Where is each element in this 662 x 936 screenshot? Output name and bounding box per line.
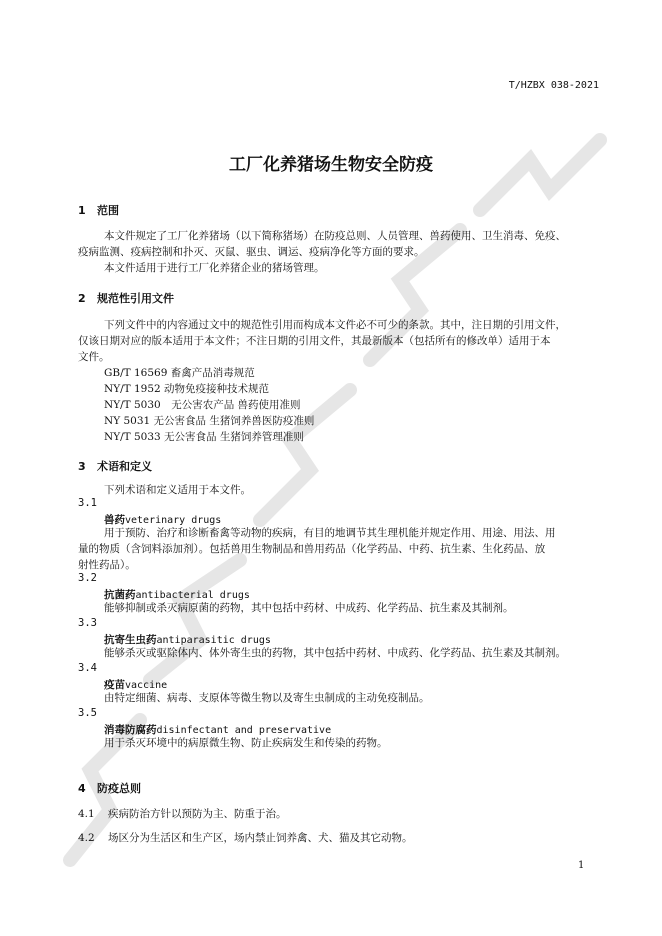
paragraph-line: 下列文件中的内容通过文中的规范性引用而构成本文件必不可少的条款。其中，注日期的引用文件， [104, 319, 566, 331]
term-definition-line: 由特定细菌、病毒、支原体等微生物以及寄生虫制成的主动免疫制品。 [104, 692, 430, 704]
section-number: 1 [78, 204, 86, 217]
term-en: antiparasitic drugs [156, 635, 271, 646]
reference-item: NY/T 1952 动物免疫接种技术规范 [104, 383, 270, 395]
clause-number: 4.1 [78, 808, 95, 820]
term-zh: 消毒防腐药 [104, 724, 157, 736]
term-definition-line: 能够杀灭或驱除体内、体外寄生虫的药物，其中包括中药材、中成药、化学药品、抗生素及其制剂。 [104, 647, 566, 659]
term-zh: 抗菌药 [104, 589, 136, 601]
section-number: 4 [78, 782, 86, 795]
term-definition-line: 射性药品）。 [78, 559, 136, 571]
paragraph-line: 本文件适用于进行工厂化养猪企业的猪场管理。 [104, 262, 325, 274]
section-3-heading [78, 458, 152, 474]
term-number: 3.5 [78, 707, 97, 719]
term-en: veterinary drugs [125, 515, 222, 526]
paragraph-line: 本文件规定了工厂化养猪场（以下简称猪场）在防疫总则、人员管理、兽药使用、卫生消毒、免疫、 [104, 230, 566, 242]
term-definition-line: 用于预防、治疗和诊断畜禽等动物的疾病，有目的地调节其生理机能并规定作用、用途、用法、用 [104, 527, 556, 539]
paragraph-line: 仅该日期对应的版本适用于本文件；不注日期的引用文件，其最新版本（包括所有的修改单）适用于本 [78, 335, 551, 347]
reference-item: GB/T 16569 畜禽产品消毒规范 [104, 367, 255, 379]
term-definition-line: 用于杀灭环境中的病原微生物、防止疾病发生和传染的药物。 [104, 737, 388, 749]
section-number: 2 [78, 292, 86, 305]
term-zh: 兽药 [104, 514, 125, 526]
term-number: 3.4 [78, 662, 97, 674]
section-number: 3 [78, 460, 86, 473]
term-definition-line: 量的物质（含饲料添加剂）。包括兽用生物制品和兽用药品（化学药品、中药、抗生素、生化药品、放 [78, 543, 546, 555]
reference-item: NY 5031 无公害食品 生猪饲养兽医防疫准则 [104, 415, 315, 427]
term-en: vaccine [125, 680, 168, 691]
paragraph-line: 疫病监测、疫病控制和扑灭、灭鼠、驱虫、调运、疫病净化等方面的要求。 [78, 246, 425, 258]
document-code: T/HZBX 038-2021 [508, 80, 599, 91]
term-definition-line: 能够抑制或杀灭病原菌的药物，其中包括中药材、中成药、化学药品、抗生素及其制剂。 [104, 602, 514, 614]
term-number: 3.3 [78, 617, 97, 629]
paragraph-line: 文件。 [78, 351, 110, 363]
clause-text: 疾病防治方针以预防为主、防重于治。 [108, 808, 287, 820]
section-title: 防疫总则 [97, 782, 141, 795]
section-title: 范围 [97, 204, 119, 217]
term-en: antibacterial drugs [135, 590, 250, 601]
document-title: 工厂化养猪场生物安全防疫 [229, 155, 433, 175]
section-1-heading [78, 202, 119, 218]
term-zh: 疫苗 [104, 679, 125, 691]
reference-item: NY/T 5033 无公害食品 生猪饲养管理准则 [104, 431, 304, 443]
term-zh: 抗寄生虫药 [104, 634, 157, 646]
section-title: 术语和定义 [97, 460, 152, 473]
page-number: 1 [578, 860, 585, 871]
section-title: 规范性引用文件 [97, 292, 174, 305]
clause [78, 830, 413, 847]
clause-text: 场区分为生活区和生产区，场内禁止饲养禽、犬、猫及其它动物。 [108, 832, 413, 844]
section-2-heading [78, 290, 174, 306]
clause-number: 4.2 [78, 832, 95, 844]
paragraph-line: 下列术语和定义适用于本文件。 [104, 484, 251, 496]
reference-item: NY/T 5030 无公害农产品 兽药使用准则 [104, 399, 301, 411]
term-number: 3.2 [78, 572, 97, 584]
term-number: 3.1 [78, 497, 97, 509]
clause [78, 806, 287, 823]
term-en: disinfectant and preservative [156, 725, 332, 736]
section-4-heading [78, 780, 141, 796]
